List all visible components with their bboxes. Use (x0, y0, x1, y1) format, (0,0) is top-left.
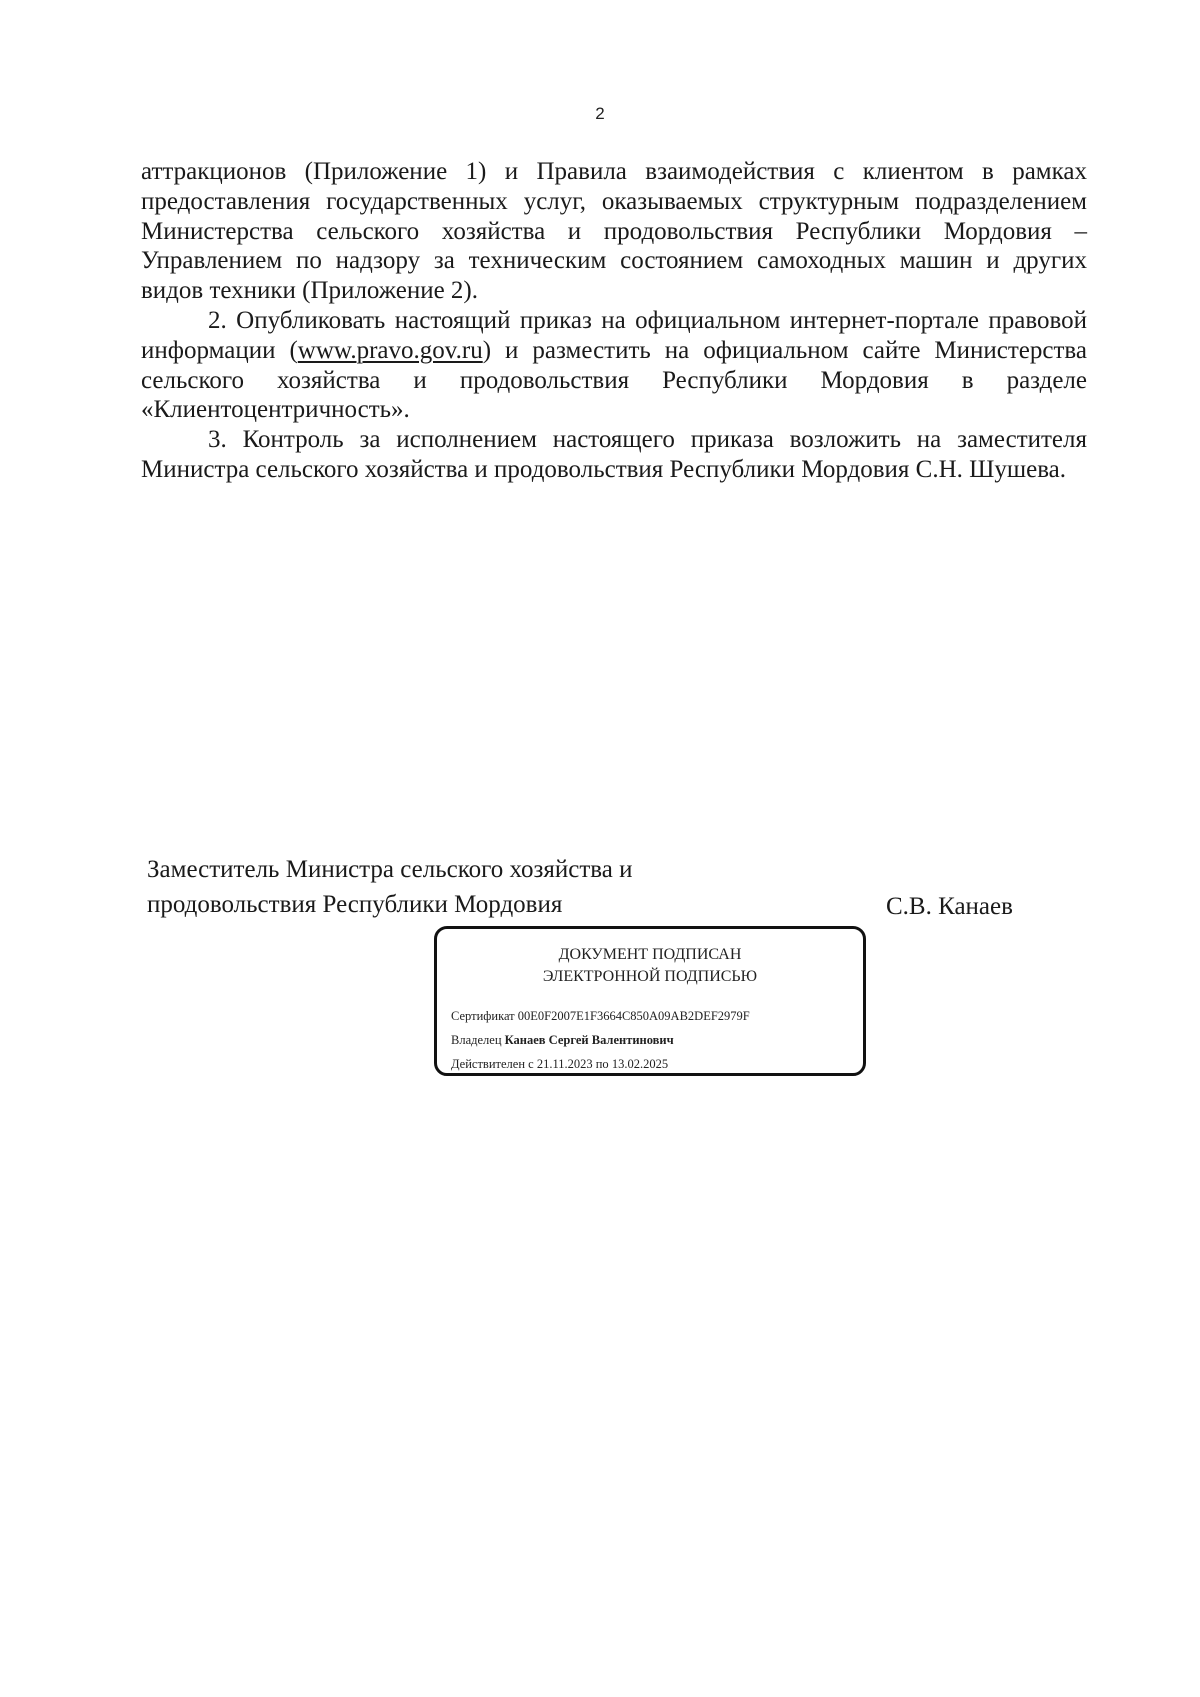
certificate-label: Сертификат (451, 1009, 515, 1023)
pravo-link[interactable]: www.pravo.gov.ru (297, 336, 483, 364)
paragraph-1: аттракционов (Приложение 1) и Правила взаимодействия с клиентом в рамках предоставления государственных услуг, оказываемых структурным подразделением Министерства сельского хозяйства и продовольствия Республики Мордовия – Управлением по надзору за техническим состоянием самоходных машин и других видов техники (Приложение 2). (141, 158, 1087, 305)
paragraph-2-text-end: ) и разместить на официальном сайте Министерства сельского хозяйства и продовольствия Республики Мордовия в разделе «Клиентоцентричность». (141, 336, 1087, 424)
owner-row (451, 1028, 855, 1052)
valid-to: 13.02.2025 (611, 1057, 669, 1071)
signer-name: С.В. Канаев (886, 893, 1013, 920)
stamp-title-line-2: ЭЛЕКТРОННОЙ ПОДПИСЬЮ (542, 968, 758, 985)
paragraph-3: 3. Контроль за исполнением настоящего приказа возложить на заместителя Министра сельского хозяйства и продовольствия Республики Мордовия С.Н. Шушева. (141, 426, 1087, 483)
valid-to-label: по (595, 1057, 609, 1071)
certificate-value: 00E0F2007E1F3664C850A09AB2DEF2979F (517, 1009, 750, 1023)
valid-from: 21.11.2023 (536, 1057, 593, 1071)
validity-row (451, 1052, 855, 1076)
certificate-row (451, 1004, 855, 1028)
owner-value: Канаев Сергей Валентинович (504, 1033, 674, 1047)
valid-label: Действителен с (451, 1057, 534, 1071)
signer-position-line-1: Заместитель Министра сельского хозяйства и (147, 856, 633, 883)
stamp-title (437, 944, 863, 988)
paragraph-2-text-start: 2. Опубликовать настоящий приказ на официальном интернет-портале правовой информации ( (141, 306, 1087, 364)
owner-label: Владелец (451, 1033, 502, 1047)
paragraph-2 (141, 306, 1087, 425)
document-body (141, 157, 1087, 485)
stamp-details (451, 1004, 855, 1076)
stamp-title-line-1: ДОКУМЕНТ ПОДПИСАН (558, 946, 742, 963)
page-number: 2 (595, 104, 605, 123)
signer-position-line-2: продовольствия Республики Мордовия (147, 891, 563, 918)
electronic-signature-stamp (434, 926, 866, 1076)
signer-position (147, 852, 787, 922)
